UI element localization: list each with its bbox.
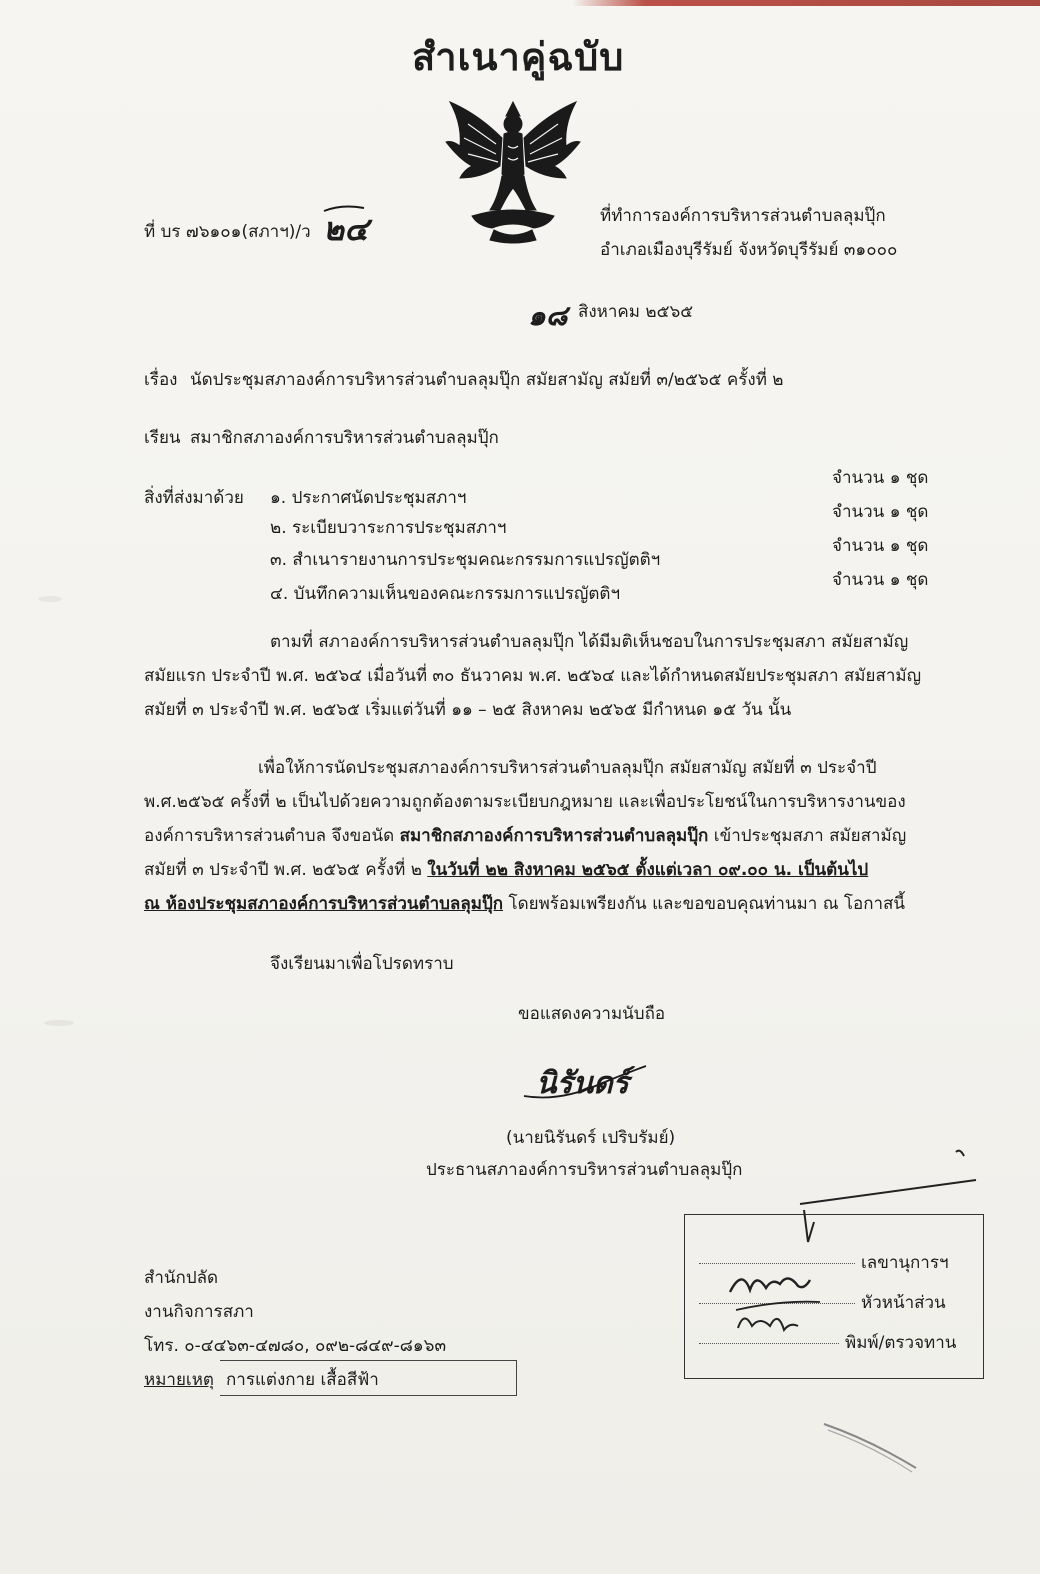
paragraph2-emphasis: สมาชิกสภาองค์การบริหารส่วนตำบลลุมปุ๊ก: [399, 826, 709, 846]
paragraph2-text: โดยพร้อมเพรียงกัน และขอขอบคุณท่านมา ณ โอกาสนี้: [503, 894, 906, 914]
addressee-label: เรียน: [144, 428, 181, 448]
signer-name: (นายนิรันดร์ เปริบรัมย์): [506, 1128, 676, 1148]
paragraph2-line: พ.ศ.๒๕๖๕ ครั้งที่ ๒ เป็นไปด้วยความถูกต้องตามระเบียบกฎหมาย และเพื่อประโยชน์ในการบริหารงานของ: [144, 792, 906, 812]
agency-address-line2: อำเภอเมืองบุรีรัมย์ จังหวัดบุรีรัมย์ ๓๑๐๐๐: [600, 240, 898, 260]
pencil-mark: [820, 1420, 930, 1480]
footer-section: งานกิจการสภา: [144, 1302, 254, 1322]
meeting-date-time: ในวันที่ ๒๒ สิงหาคม ๒๕๖๕ ตั้งแต่เวลา ๐๙.๐๐ น. เป็นต้นไป: [427, 860, 869, 880]
date-day-handwritten: ๑๘: [528, 299, 568, 332]
paragraph2-text: สมัยที่ ๓ ประจำปี พ.ศ. ๒๕๖๕ ครั้งที่ ๒: [144, 860, 428, 880]
paragraph2-line: เพื่อให้การนัดประชุมสภาองค์การบริหารส่วนตำบลลุมปุ๊ก สมัยสามัญ สมัยที่ ๓ ประจำปี: [258, 758, 877, 778]
garuda-emblem: [438, 94, 588, 246]
handwritten-initials: [680, 1150, 1010, 1370]
page-edge-strip: [0, 0, 1040, 6]
paragraph2-text: เข้าประชุมสภา สมัยสามัญ: [708, 826, 907, 846]
footer-note-frame: [220, 1360, 517, 1396]
addressee-text: สมาชิกสภาองค์การบริหารส่วนตำบลลุมปุ๊ก: [190, 428, 499, 448]
signature-flourish: [520, 1062, 650, 1102]
subject-label: เรื่อง: [144, 370, 178, 390]
paragraph1-line: สมัยแรก ประจำปี พ.ศ. ๒๕๖๔ เมื่อวันที่ ๓๐ ธันวาคม พ.ศ. ๒๕๖๔ และได้กำหนดสมัยประชุมสภา สมัยสามัญ: [144, 666, 922, 686]
reference-number-printed: ที่ บร ๗๖๑๐๑(สภาฯ)/ว: [144, 222, 311, 242]
footer-phone: โทร. ๐-๔๔๖๓-๔๗๘๐, ๐๙๒-๘๔๙-๘๑๖๓: [144, 1336, 447, 1356]
enclosures-label: สิ่งที่ส่งมาด้วย: [144, 488, 244, 508]
enclosure-quantity: จำนวน ๑ ชุด: [832, 570, 929, 590]
paragraph2-line: [144, 826, 906, 846]
enclosure-quantity: จำนวน ๑ ชุด: [832, 502, 929, 522]
enclosure-item: ๒. ระเบียบวาระการประชุมสภาฯ: [270, 518, 507, 538]
initials-row-label: หัวหน้าส่วน: [861, 1293, 946, 1313]
scan-mark: [44, 1020, 74, 1026]
footer-note-text: การแต่งกาย เสื้อสีฟ้า: [226, 1370, 379, 1390]
meeting-venue: ณ ห้องประชุมสภาองค์การบริหารส่วนตำบลลุมปุ๊ก: [144, 894, 504, 914]
paragraph3-line: จึงเรียนมาเพื่อโปรดทราบ: [270, 954, 454, 974]
scan-mark: [38, 596, 62, 602]
reference-number-handwritten: ๒๔: [323, 210, 369, 248]
signer-position: ประธานสภาองค์การบริหารส่วนตำบลลุมปุ๊ก: [426, 1160, 743, 1180]
paragraph1-line: สมัยที่ ๓ ประจำปี พ.ศ. ๒๕๖๕ เริ่มแต่วันที่ ๑๑ – ๒๕ สิงหาคม ๒๕๖๕ มีกำหนด ๑๕ วัน นั้น: [144, 700, 792, 720]
footer-office: สำนักปลัด: [144, 1268, 219, 1288]
paragraph2-line: [144, 860, 868, 880]
copy-stamp-title: สำเนาคู่ฉบับ: [412, 35, 625, 79]
subject-text: นัดประชุมสภาองค์การบริหารส่วนตำบลลุมปุ๊ก สมัยสามัญ สมัยที่ ๓/๒๕๖๕ ครั้งที่ ๒: [190, 370, 784, 390]
initials-row-label: เลขานุการฯ: [861, 1253, 949, 1273]
enclosure-item: ๑. ประกาศนัดประชุมสภาฯ: [270, 488, 467, 508]
agency-address-line1: ที่ทำการองค์การบริหารส่วนตำบลลุมปุ๊ก: [600, 206, 886, 226]
closing-respect: ขอแสดงความนับถือ: [518, 1004, 666, 1024]
enclosure-quantity: จำนวน ๑ ชุด: [832, 468, 929, 488]
paragraph1-line: ตามที่ สภาองค์การบริหารส่วนตำบลลุมปุ๊ก ได้มีมติเห็นชอบในการประชุมสภา สมัยสามัญ: [270, 632, 909, 652]
footer-note-label: หมายเหตุ: [144, 1370, 214, 1390]
enclosure-quantity: จำนวน ๑ ชุด: [832, 536, 929, 556]
reference-underline-stroke: [322, 202, 366, 214]
enclosure-item: ๔. บันทึกความเห็นของคณะกรรมการแปรญัตติฯ: [270, 584, 621, 604]
paragraph2-line: [144, 894, 905, 914]
paragraph2-text: องค์การบริหารส่วนตำบล จึงขอนัด: [144, 826, 400, 846]
signature: นิรันดร์: [536, 1066, 629, 1101]
enclosure-item: ๓. สำเนารายงานการประชุมคณะกรรมการแปรญัตติฯ: [270, 550, 661, 570]
date-month-year: สิงหาคม ๒๕๖๕: [578, 302, 694, 322]
initials-row-label: พิมพ์/ตรวจทาน: [845, 1333, 957, 1353]
